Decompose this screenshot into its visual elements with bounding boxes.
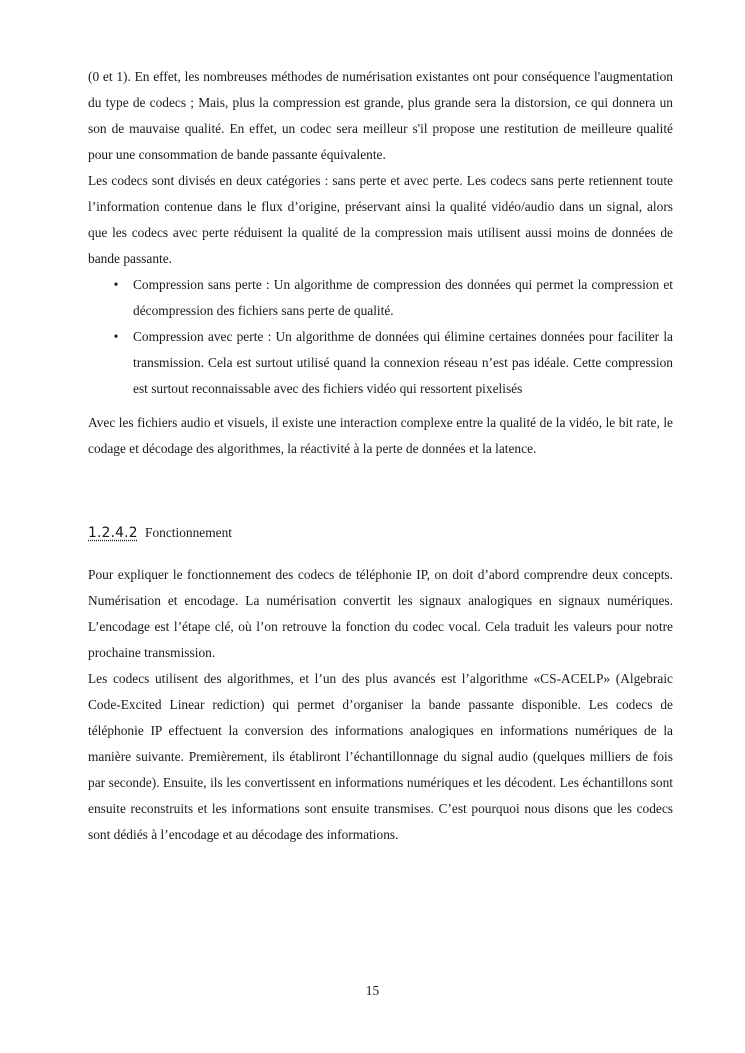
list-item-lossless — [88, 272, 673, 324]
bullet-icon: • — [113, 277, 119, 292]
page-body — [88, 64, 673, 848]
paragraph-functioning-intro: Pour expliquer le fonctionnement des codecs de téléphonie IP, on doit d’abord comprendre deux concepts. Numérisation et encodage. La numérisation convertit les signaux analogiques en signaux numériques. L’encodage est l’étape clé, où l’on retrouve la fonction du codec vocal. Cela traduit les valeurs pour notre prochaine transmission. — [88, 567, 673, 660]
bullet-icon: • — [113, 329, 119, 344]
paragraph-codec-categories: Les codecs sont divisés en deux catégories : sans perte et avec perte. Les codecs sans perte retiennent toute l’information contenue dans le flux d’origine, préservant ainsi la qualité vidéo/audio dans un signal, alors que les codecs avec perte réduisent la qualité de la compression mais utilisent aussi moins de données de bande passante. — [88, 173, 673, 266]
paragraph-audio-visual: Avec les fichiers audio et visuels, il existe une interaction complexe entre la qualité de la vidéo, le bit rate, le codage et décodage des algorithmes, la réactivité à la perte de données et la latence. — [88, 415, 673, 456]
section-title: Fonctionnement — [145, 525, 233, 540]
paragraph-cs-acelp: Les codecs utilisent des algorithmes, et l’un des plus avancés est l’algorithme «CS-ACELP» (Algebraic Code-Excited Linear rediction) qui permet d’organiser la bande passante disponible. Les codecs de téléphonie IP effectuent la conversion des informations analogiques en informations numériques de la manière suivante. Premièrement, ils établiront l’échantillonnage du signal audio (quelques milliers de fois par seconde). Ensuite, ils les convertissent en informations numériques et les décodent. Les échantillons sont ensuite reconstruits et les informations sont ensuite transmises. C’est pourquoi nous disons que les codecs sont dédiés à l’encodage et au décodage des informations. — [88, 671, 673, 842]
compression-types-list — [88, 272, 673, 402]
list-item-lossless-text: Compression sans perte : Un algorithme de compression des données qui permet la compression et décompression des fichiers sans perte de qualité. — [133, 277, 673, 318]
paragraph-codec-distortion: (0 et 1). En effet, les nombreuses méthodes de numérisation existantes ont pour conséquence l'augmentation du type de codecs ; Mais, plus la compression est grande, plus grande sera la distorsion, ce qui donnera un son de mauvaise qualité. En effet, un codec sera meilleur s'il propose une restitution de meilleure qualité pour une consommation de bande passante équivalente. — [88, 69, 673, 162]
page-number: 15 — [365, 983, 380, 998]
list-item-lossy-text: Compression avec perte : Un algorithme de données qui élimine certaines données pour faciliter la transmission. Cela est surtout utilisé quand la connexion réseau n’est pas idéale. Cette compression est surtout reconnaissable avec des fichiers vidéo qui ressortent pixelisés — [133, 329, 673, 396]
section-heading — [88, 520, 673, 546]
list-item-lossy — [88, 324, 673, 402]
section-number: 1.2.4.2 — [88, 525, 138, 541]
